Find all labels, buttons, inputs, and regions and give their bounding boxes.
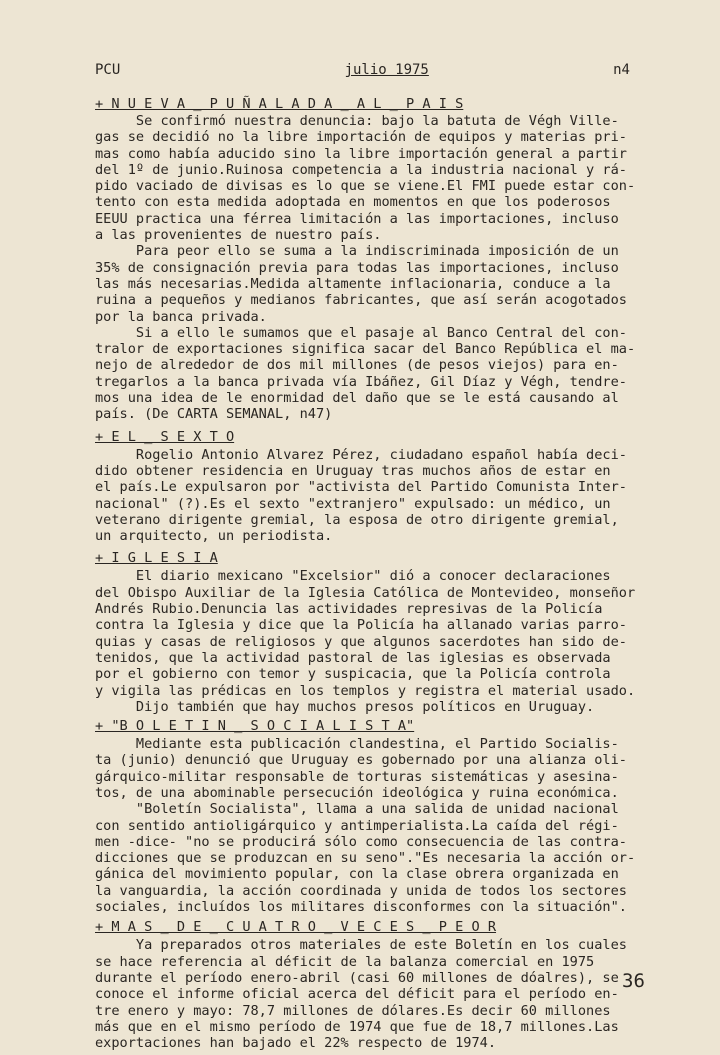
text-line: tre enero y mayo: 78,7 millones de dólares.Es decir 60 millones — [95, 1002, 611, 1019]
text-line: gárquico-militar responsable de torturas sistemáticas y asesina- — [95, 768, 619, 785]
text-line: men -dice- "no se producirá sólo como consecuencia de las contra- — [95, 833, 627, 850]
text-line: nejo de alrededor de dos mil millones (de pesos viejos) para en- — [95, 357, 619, 374]
text-line: el país.Le expulsaron por "activista del Partido Comunista Inter- — [95, 479, 627, 496]
text-line: Ya preparados otros materiales de este Boletín en los cuales — [95, 937, 627, 954]
text-line: Para peor ello se suma a la indiscriminada imposición de un — [95, 243, 619, 260]
text-line: veterano dirigente gremial, la esposa de otro dirigente gremial, — [95, 511, 619, 528]
section-title: + "B O L E T I N _ S O C I A L I S T A" — [95, 718, 415, 735]
text-line: ruina a pequeños y medianos fabricantes, que así serán acogotados — [95, 292, 627, 309]
text-line: "Boletín Socialista", llama a una salida de unidad nacional — [95, 801, 619, 818]
header-publication: PCU — [95, 62, 121, 78]
text-line: ta (junio) denunció que Uruguay es gobernado por una alianza oli- — [95, 752, 627, 769]
section-el-sexto — [95, 429, 665, 545]
text-line: Si a ello le sumamos que el pasaje al Banco Central del con- — [95, 324, 627, 341]
text-line: del Obispo Auxiliar de la Iglesia Católica de Montevideo, monseñor — [95, 584, 636, 601]
text-line: a las provenientes de nuestro país. — [95, 227, 382, 244]
section-title: + I G L E S I A — [95, 550, 218, 567]
text-line: mas como había aducido sino la libre importación general a partir — [95, 145, 627, 162]
text-line: y vigila las prédicas en los templos y registra el material usado. — [95, 682, 636, 699]
section-boletin-socialista — [95, 718, 665, 915]
text-line: Se confirmó nuestra denuncia: bajo la batuta de Végh Ville- — [95, 113, 619, 129]
text-line: tento con esta medida adoptada en momentos en que los poderosos — [95, 194, 611, 211]
section-title: + E L _ S E X T O — [95, 428, 235, 445]
text-line: se hace referencia al déficit de la balanza comercial en 1975 — [95, 953, 595, 970]
text-line: EEUU practica una férrea limitación a las importaciones, incluso — [95, 210, 619, 227]
text-line: más que en el mismo período de 1974 que fue de 18,7 millones.Las — [95, 1018, 619, 1035]
text-line: tralor de exportaciones significa sacar del Banco República el ma- — [95, 341, 636, 358]
page-number: 36 — [622, 970, 645, 992]
text-line: dido obtener residencia en Uruguay tras muchos años de estar en — [95, 462, 611, 479]
text-line: por el gobierno con temor y suspicacia, que la Policía controla — [95, 666, 611, 683]
page-header — [95, 62, 630, 78]
text-line: pido vaciado de divisas es lo que se viene.El FMI puede estar con- — [95, 178, 636, 195]
section-nueva-punalada — [95, 96, 665, 423]
text-line: conoce el informe oficial acerca del déficit para el período en- — [95, 986, 619, 1003]
section-mas-de-cuatro-veces-peor — [95, 919, 665, 1051]
text-line: 35% de consignación previa para todas las importaciones, incluso — [95, 259, 619, 276]
text-line: durante el período enero-abril (casi 60 millones de dóalres), se — [95, 969, 619, 986]
text-line: sociales, incluídos los militares disconformes con la situación". — [95, 899, 627, 916]
text-line: del 1º de junio.Ruinosa competencia a la industria nacional y rá- — [95, 161, 627, 178]
text-line: Rogelio Antonio Alvarez Pérez, ciudadano español había deci- — [95, 446, 627, 463]
text-line: quias y casas de religiosos y que algunos sacerdotes han sido de- — [95, 633, 627, 650]
text-line: por la banca privada. — [95, 308, 267, 325]
text-line: Andrés Rubio.Denuncia las actividades represivas de la Policía — [95, 601, 603, 618]
text-line: contra la Iglesia y dice que la Policía ha allanado varias parro- — [95, 617, 627, 634]
header-issue-number: n4 — [613, 62, 630, 78]
text-line: país. (De CARTA SEMANAL, n47) — [95, 406, 333, 423]
text-line: Dijo también que hay muchos presos políticos en Uruguay. — [95, 698, 595, 715]
text-line: un arquitecto, un periodista. — [95, 528, 333, 545]
article-body — [95, 96, 665, 1051]
text-line: Mediante esta publicación clandestina, el Partido Socialis- — [95, 736, 619, 753]
text-line: exportaciones han bajado el 22% respecto de 1974. — [95, 1035, 497, 1052]
text-line: la vanguardia, la acción coordinada y unida de todos los sectores — [95, 882, 627, 899]
text-line: las más necesarias.Medida altamente inflacionaria, conduce a la — [95, 275, 611, 292]
text-line: mos una idea de le enormidad del daño que se le está causando al — [95, 390, 619, 407]
text-line: dicciones que se produzcan en su seno"."Es necesaria la acción or- — [95, 850, 636, 867]
text-line: gánica del movimiento popular, con la clase obrera organizada en — [95, 866, 619, 883]
text-line: nacional" (?).Es el sexto "extranjero" expulsado: un médico, un — [95, 495, 611, 512]
section-iglesia — [95, 550, 665, 715]
text-line: tos, de una abominable persecución ideológica y ruina económica. — [95, 784, 619, 801]
text-line: tregarlos a la banca privada vía Ibáñez, Gil Díaz y Végh, tendre- — [95, 373, 627, 390]
text-line: El diario mexicano "Excelsior" dió a conocer declaraciones — [95, 568, 611, 585]
text-line: con sentido antioligárquico y antimperialista.La caída del régi- — [95, 817, 619, 834]
text-line: tenidos, que la actividad pastoral de las iglesias es observada — [95, 649, 611, 666]
section-title: + N U E V A _ P U Ñ A L A D A _ A L _ P A I S — [95, 96, 464, 112]
text-line: gas se decidió no la libre importación de equipos y materias pri- — [95, 129, 627, 146]
header-date: julio 1975 — [344, 62, 429, 78]
section-title: + M A S _ D E _ C U A T R O _ V E C E S _ P E O R — [95, 919, 497, 936]
